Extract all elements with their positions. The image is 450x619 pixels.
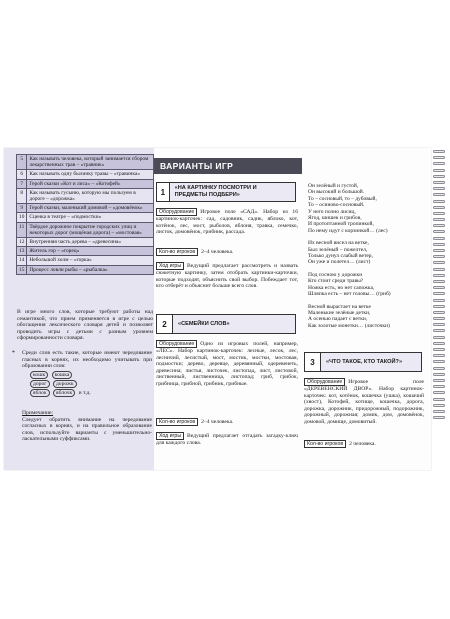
word-etc: и т.д. bbox=[78, 389, 91, 396]
game1-equipment bbox=[156, 208, 298, 236]
row-number: 7 bbox=[17, 179, 27, 188]
poem-line: А осенью падает с ветки, bbox=[308, 316, 368, 323]
table-row bbox=[17, 170, 154, 179]
poem-line: Ягод, шишек и грибов, bbox=[308, 215, 362, 222]
poem-line: Их весной висел на ветке, bbox=[308, 240, 369, 247]
row-text: Небольшой холм – «горка» bbox=[27, 256, 154, 265]
note-title: Примечание: bbox=[22, 410, 54, 416]
players-text: 2–4 человека. bbox=[201, 419, 234, 425]
poem-line: Кто стоит среди травы? bbox=[308, 278, 364, 285]
poem-line: Он уже и полетел… (лист) bbox=[308, 259, 371, 266]
game3-equipment bbox=[304, 378, 424, 425]
players-label: Кол-во игроков bbox=[304, 440, 346, 448]
equipment-text: Игровое поле «ДЕРЕВЕНСКИЙ ДВОР». Набор картинок-карточек: кот, котёнок, кошечка (ушка), кошачий (хвост), Котофей, котище, кошечка, дорога, дорожка, дорожник, придорожный, подорожник, дорожный, дорожная; домик, дом, домовёнок, домовой, домище, домовитый. bbox=[304, 379, 424, 425]
game-number: 3 bbox=[305, 353, 321, 371]
riddle-table bbox=[16, 154, 154, 275]
row-text: Как называть гусыню, которую мы пользуем в дороге – «дорожка» bbox=[27, 188, 154, 203]
poem-line: Был зелёный – пожелтел, bbox=[308, 246, 368, 253]
game3-players bbox=[304, 440, 424, 448]
table-row bbox=[17, 247, 154, 256]
spiral-binding bbox=[433, 150, 447, 470]
poem-line: Он высокий и большой. bbox=[308, 189, 365, 196]
players-text: 2–4 человека. bbox=[201, 249, 234, 255]
word-row bbox=[30, 380, 152, 388]
poem-stanza bbox=[308, 183, 423, 234]
poem-stanza bbox=[308, 272, 423, 298]
flow-text: Ведущий предлагает рассмотреть и назвать сюжетную картинку, затем отобрать картинки-карточки, которые подходят, объяснить свой выбор. Побеждает тот, кто отберёт и объяснит больше всего слов. bbox=[156, 263, 298, 289]
row-number: 12 bbox=[17, 238, 27, 247]
poem-line: Он зелёный и густой, bbox=[308, 183, 359, 189]
row-text: Сценка в театре – «подмостки» bbox=[27, 213, 154, 222]
row-text: Процесс ловли рыбы – «рыбалка» bbox=[27, 265, 154, 274]
poem-line: Только дунул слабый ветер, bbox=[308, 253, 373, 260]
row-number: 6 bbox=[17, 170, 27, 179]
poem-line: У него полно лисиц, bbox=[308, 208, 356, 215]
word-chip: яблок bbox=[30, 389, 50, 398]
poem-line: Маленькие зелёные детки, bbox=[308, 309, 371, 316]
row-text: Как называть человека, который занимается сбором лекарственных трав – «травник» bbox=[27, 155, 154, 170]
row-number: 14 bbox=[17, 256, 27, 265]
game2-players bbox=[156, 418, 298, 426]
hint-text: Среди слов есть такие, которые имеют чередование гласных в корнях, их необходимо учитывать при образовании слов: bbox=[22, 350, 152, 370]
poem-line: То – сосновый, то – дубовый, bbox=[308, 195, 377, 202]
game-title-2 bbox=[156, 314, 296, 334]
equipment-text: Игровое поле «САД». Набор из 16 картинок-карточек: сад, садовник, садик, яблоко, кот, котёнок, лес, мост, рыболов, яблоня, травка, семечко, листок, домовёнок, грибник, рассада. bbox=[156, 209, 298, 235]
poem-stanza bbox=[308, 304, 423, 330]
row-text: Внутренняя часть дерева – «древесина» bbox=[27, 238, 154, 247]
poem-line: То – осиново-сосновый. bbox=[308, 202, 365, 209]
word-chip: дорог bbox=[30, 380, 50, 389]
equipment-label: Оборудование bbox=[156, 340, 197, 348]
equipment-label: Оборудование bbox=[156, 208, 197, 216]
poem-line: По нему идут с корзинкой… (лес) bbox=[308, 227, 388, 234]
row-text: Герой сказки «Кот и лиса» – «Котофей» bbox=[27, 179, 154, 188]
row-number: 5 bbox=[17, 155, 27, 170]
note-text: Следует обратить внимание на чередование согласных в корнях, и на правильное образование слов, используйте варианты с уменьшительно-ласкательными суффиксами. bbox=[22, 416, 152, 443]
game2-flow bbox=[156, 432, 298, 447]
row-number: 11 bbox=[17, 222, 27, 237]
players-label: Кол-во игроков bbox=[156, 418, 198, 426]
players-text: 2 человека. bbox=[349, 441, 376, 447]
table-row bbox=[17, 213, 154, 222]
row-text: Житель гор – «горец» bbox=[27, 247, 154, 256]
section-header bbox=[154, 158, 302, 174]
riddle-poems bbox=[308, 183, 423, 335]
players-label: Кол-во игроков bbox=[156, 248, 198, 256]
game-number: 2 bbox=[157, 315, 173, 333]
table-row bbox=[17, 155, 154, 170]
word-row bbox=[30, 389, 152, 397]
game-number: 1 bbox=[157, 183, 170, 201]
row-text: Герой сказки, маленький домовой – «домовёнок» bbox=[27, 204, 154, 213]
section-title: ВАРИАНТЫ ИГР bbox=[160, 161, 234, 171]
flow-label: Ход игры bbox=[156, 432, 184, 440]
note-block bbox=[12, 410, 152, 443]
row-number: 10 bbox=[17, 213, 27, 222]
table-row bbox=[17, 222, 154, 237]
row-text: Как называть одну былинку травы – «травинка» bbox=[27, 170, 154, 179]
game1-flow bbox=[156, 262, 298, 290]
flow-text: Ведущий предлагает отгадать загадку-ключ для каждого слова. bbox=[156, 433, 298, 446]
word-row bbox=[30, 371, 152, 379]
flow-label: Ход игры bbox=[156, 262, 184, 270]
poem-line: Весной вырастает на ветке bbox=[308, 303, 371, 310]
table-row bbox=[17, 238, 154, 247]
row-number: 15 bbox=[17, 265, 27, 274]
table-row bbox=[17, 188, 154, 203]
game-title-1 bbox=[156, 182, 296, 202]
poem-stanza bbox=[308, 240, 423, 266]
poem-line: Шляпка есть – нет головы… (гриб) bbox=[308, 291, 391, 298]
poem-line: Ножка есть, но нет сапожка, bbox=[308, 284, 375, 291]
word-chip: кошк bbox=[30, 371, 48, 380]
table-row bbox=[17, 256, 154, 265]
table-row bbox=[17, 265, 154, 274]
poem-line: Как золотые монетки… (листочки) bbox=[308, 322, 390, 329]
table-row bbox=[17, 179, 154, 188]
row-text: Твёрдое дорожное покрытие городских улиц и некоторых дорог (мощёная дорога) – «мостовая» bbox=[27, 222, 154, 237]
table-row bbox=[17, 204, 154, 213]
game-title-3 bbox=[304, 352, 422, 372]
game1-players bbox=[156, 248, 298, 256]
row-number: 13 bbox=[17, 247, 27, 256]
row-number: 9 bbox=[17, 204, 27, 213]
game2-equipment bbox=[156, 340, 298, 387]
game-name: «ЧТО ТАКОЕ, КТО ТАКОЙ?» bbox=[326, 358, 403, 365]
word-chip: дорожк bbox=[53, 380, 77, 389]
star-icon: * bbox=[12, 350, 15, 356]
equipment-label: Оборудование bbox=[304, 378, 345, 386]
hint-block bbox=[12, 350, 152, 397]
poem-line: И протоптанной тропинкой, bbox=[308, 221, 374, 228]
poem-line: Под сосною у дорожки bbox=[308, 271, 363, 278]
game-name: «НА КАРТИНКУ ПОСМОТРИ И ПРЕДМЕТЫ ПОДБЕРИ» bbox=[174, 185, 257, 198]
word-chip: кошка bbox=[52, 371, 73, 380]
game-name: «СЕМЕЙКИ СЛОВ» bbox=[178, 320, 230, 327]
left-paragraph: В игре много слов, которые требуют работы над семантикой, что прием применяется в игре с целью обогащения лексического словаря детей и позволяет проводить игры с детьми с разным уровнем сформированности словаря. bbox=[17, 309, 153, 342]
word-chip: яблочк bbox=[53, 389, 75, 398]
row-number: 8 bbox=[17, 188, 27, 203]
equipment-text: Одно из игровых полей, например, «ЛЕС». Набор картинок-карточек: лесные, лесок, лес, лесничий, лесистый, мост, мостик, мостки, мостовая, подмостки; дерево, деревце, деревянный, одеревенеть, древесина; листья, листочек, листопад, лист, листовой, лиственный, лиственница, листопад; гриб, грибок, грибница, грибной, грибник, грибные. bbox=[156, 341, 298, 387]
